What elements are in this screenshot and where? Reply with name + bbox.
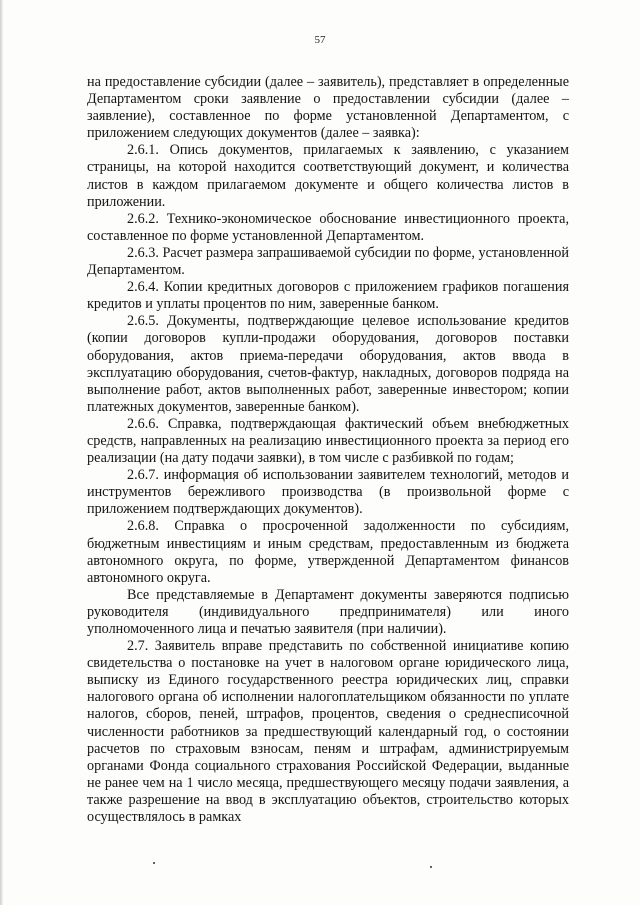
paragraph-2-6-3: 2.6.3. Расчет размера запрашиваемой субсидии по форме, установленной Департаментом. xyxy=(87,244,569,279)
paragraph-2-6-7: 2.6.7. информация об использовании заявителем технологий, методов и инструментов бережливого производства (в произвольной форме с приложением подтверждающих документов). xyxy=(87,467,569,518)
document-body xyxy=(87,74,569,826)
paragraph-2-6-8: 2.6.8. Справка о просроченной задолженности по субсидиям, бюджетным инвестициям и иным средствам, предоставленным из бюджета автономного округа, по форме, утвержденной Департаментом финансов автономного округа. xyxy=(87,518,569,586)
paragraph-2-6-2: 2.6.2. Технико-экономическое обоснование инвестиционного проекта, составленное по форме установленной Департаментом. xyxy=(87,210,569,244)
scan-speck xyxy=(153,862,155,864)
paragraph-intro: на предоставление субсидии (далее – заявитель), представляет в определенные Департаментом сроки заявление о предоставлении субсидии (далее – заявление), составленное по форме установленной Департаментом, с приложением следующих документов (далее – заявка): xyxy=(87,74,569,142)
paragraph-2-6-4: 2.6.4. Копии кредитных договоров с приложением графиков погашения кредитов и уплаты процентов по ним, заверенные банком. xyxy=(87,279,569,313)
paragraph-2-7: 2.7. Заявитель вправе представить по собственной инициативе копию свидетельства о постановке на учет в налоговом органе юридического лица, выписку из Единого государственного реестра юридических лиц, справки налогового органа об исполнении налогоплательщиком обязанности по уплате налогов, сборов, пеней, штрафов, процентов, сведения о среднесписочной численности работников за предшествующий календарный год, о состоянии расчетов по страховым взносам, пеням и штрафам, администрируемым органами Фонда социального страхования Российской Федерации, выданные не ранее чем на 1 число месяца, предшествующего месяцу подачи заявления, а также разрешение на ввод в эксплуатацию объектов, строительство которых осуществлялось в рамках xyxy=(87,638,569,826)
paragraph-2-6-5: 2.6.5. Документы, подтверждающие целевое использование кредитов (копии договоров купли-продажи оборудования, договоров поставки оборудования, актов приема-передачи оборудования, актов ввода в эксплуатацию оборудования, счетов-фактур, накладных, договоров подряда на выполнение работ, актов выполненных работ, заверенные инвестором; копии платежных документов, заверенные банком). xyxy=(87,313,569,415)
paragraph-2-6-1: 2.6.1. Опись документов, прилагаемых к заявлению, с указанием страницы, на которой находится соответствующий документ, и количества листов в каждом прилагаемом документе и общего количества листов в приложении. xyxy=(87,142,569,210)
scan-edge xyxy=(0,0,3,905)
scan-speck xyxy=(430,866,432,868)
paragraph-certification: Все представляемые в Департамент документы заверяются подписью руководителя (индивидуального предпринимателя) или иного уполномоченного лица и печатью заявителя (при наличии). xyxy=(87,586,569,637)
paragraph-2-6-6: 2.6.6. Справка, подтверждающая фактический объем внебюджетных средств, направленных на реализацию инвестиционного проекта за период его реализации (на дату подачи заявки), в том числе с разбивкой по годам; xyxy=(87,415,569,467)
page-number: 57 xyxy=(314,34,326,46)
